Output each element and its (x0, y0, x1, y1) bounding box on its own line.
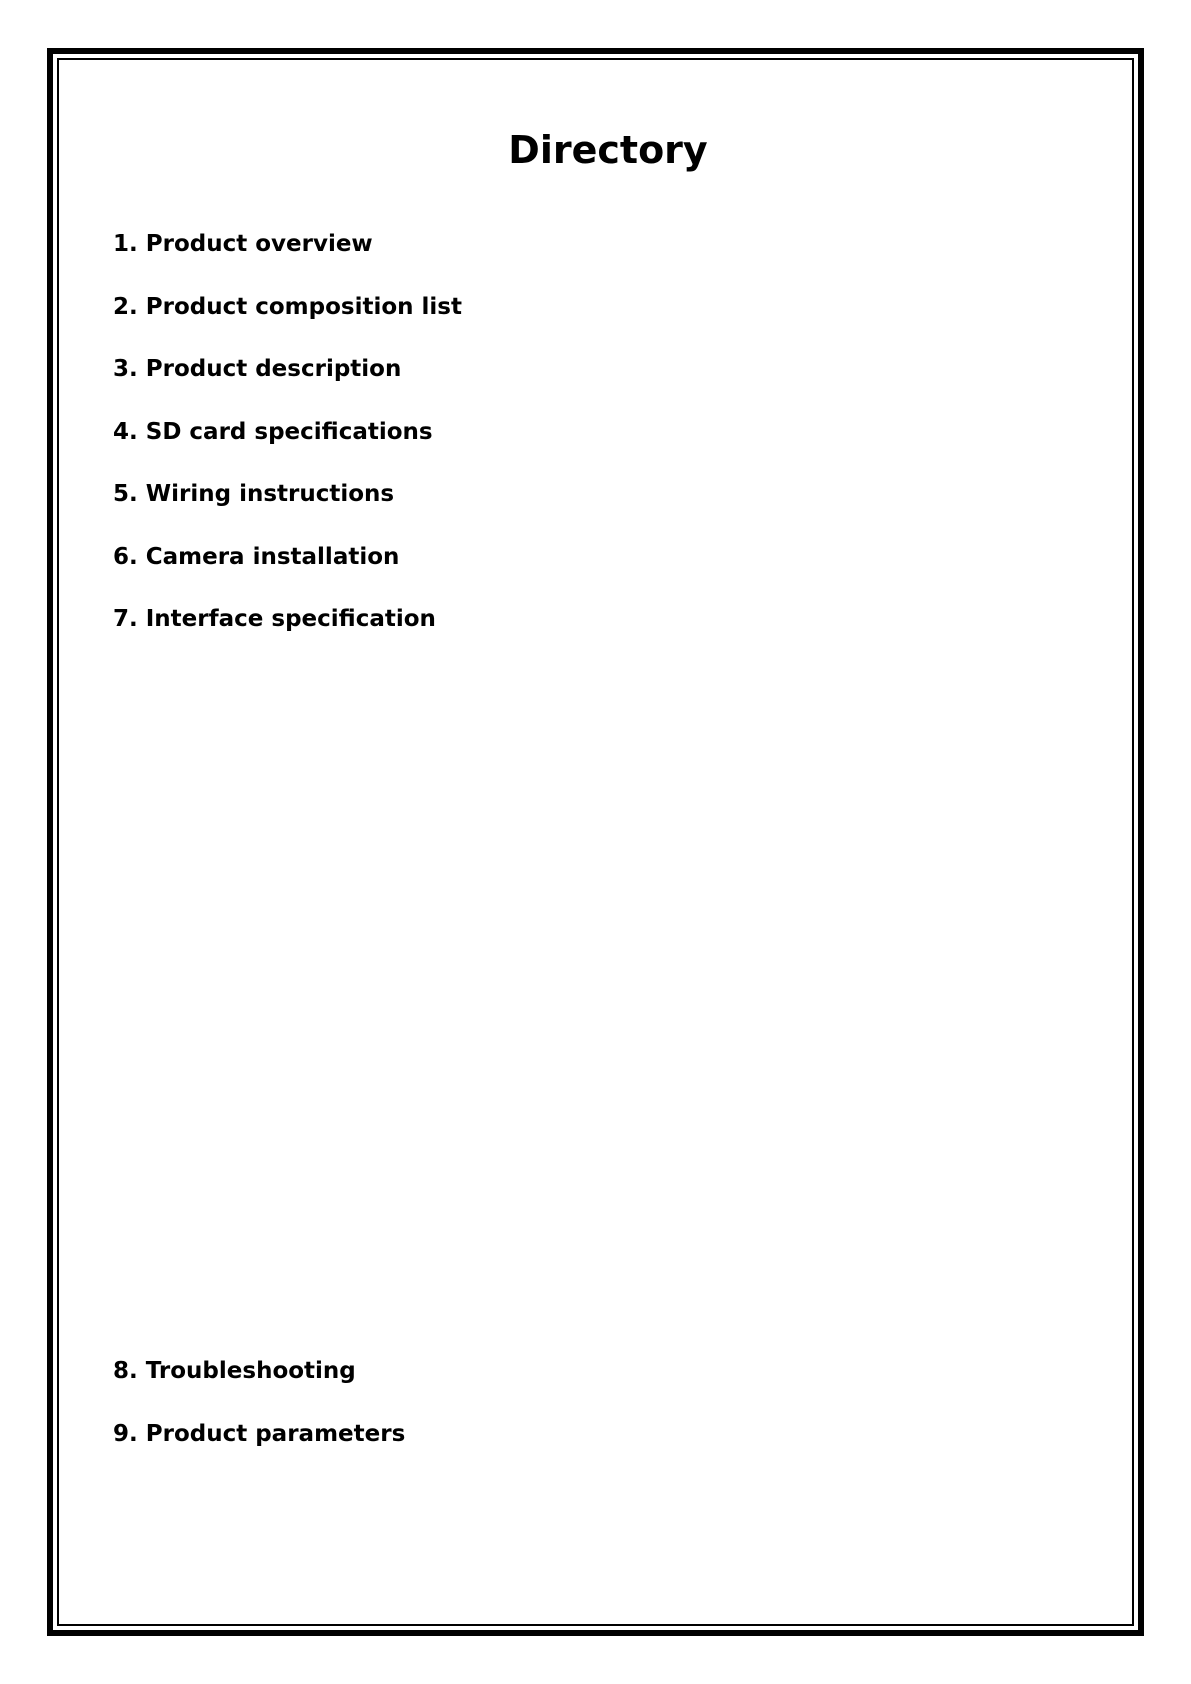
toc-item-interface-specification[interactable]: 7. Interface specification (113, 606, 436, 632)
toc-item-troubleshooting[interactable]: 8. Troubleshooting (113, 1358, 356, 1384)
toc-item-product-parameters[interactable]: 9. Product parameters (113, 1421, 406, 1447)
page-title: Directory (508, 128, 708, 172)
toc-item-product-description[interactable]: 3. Product description (113, 356, 402, 382)
toc-item-product-overview[interactable]: 1. Product overview (113, 231, 373, 257)
toc-item-product-composition-list[interactable]: 2. Product composition list (113, 294, 462, 320)
toc-item-camera-installation[interactable]: 6. Camera installation (113, 544, 400, 570)
toc-item-sd-card-specifications[interactable]: 4. SD card specifications (113, 419, 433, 445)
toc-item-wiring-instructions[interactable]: 5. Wiring instructions (113, 481, 395, 507)
